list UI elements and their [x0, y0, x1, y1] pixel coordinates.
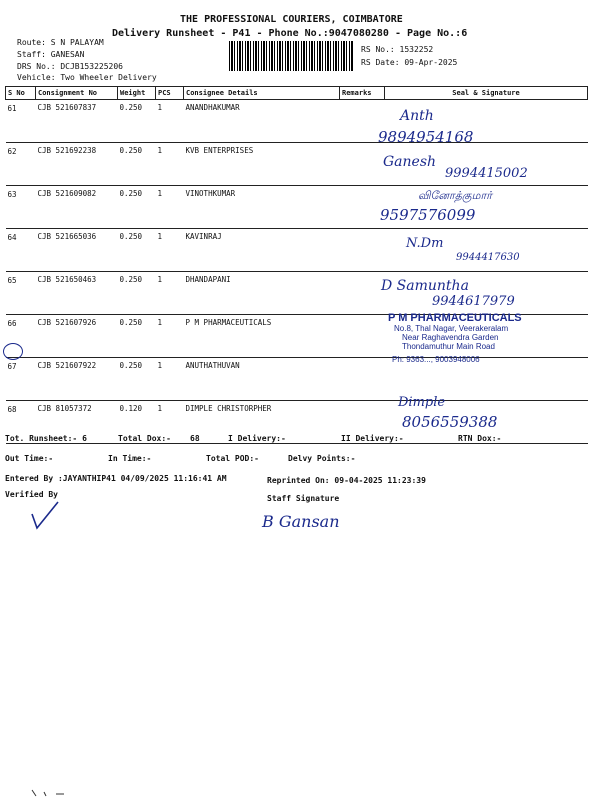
company-stamp	[380, 312, 580, 364]
row-remarks	[340, 358, 385, 401]
total-pod-label: Total POD:-	[206, 454, 259, 463]
stamp-name: P M PHARMACEUTICALS	[388, 312, 522, 324]
rs-number: RS No.: 1532252	[361, 45, 434, 54]
row-consignee: VINOTHKUMAR	[184, 186, 340, 229]
row-consignee: KVB ENTERPRISES	[184, 143, 340, 186]
row-consignee: DHANDAPANI	[184, 272, 340, 315]
rtn-dox-label: RTN Dox:-	[458, 434, 502, 443]
row-sno: 65	[6, 272, 36, 315]
row-pcs: 1	[156, 100, 184, 143]
signature-62-name: Ganesh	[383, 154, 437, 170]
row-remarks	[340, 272, 385, 315]
row-consignment: CJB 521607922	[36, 358, 118, 401]
row-consignment: CJB 521607837	[36, 100, 118, 143]
row-remarks	[340, 186, 385, 229]
table-row	[6, 229, 588, 272]
verified-by-label: Verified By	[5, 490, 58, 499]
col-weight: Weight	[118, 87, 156, 100]
barcode	[229, 41, 353, 71]
tot-runsheet: Tot. Runsheet:- 6	[5, 434, 87, 443]
col-consignee: Consignee Details	[184, 87, 340, 100]
row-weight: 0.250	[118, 315, 156, 358]
company-title: THE PROFESSIONAL COURIERS, COIMBATORE	[180, 14, 403, 25]
row-sno: 62	[6, 143, 36, 186]
table-row	[6, 186, 588, 229]
signature-63-name: வினோத்குமார்	[418, 189, 492, 202]
row-remarks	[340, 143, 385, 186]
signature-62-phone: 9994415002	[445, 166, 528, 181]
route-label: Route: S N PALAYAM	[17, 38, 104, 47]
in-time-label: In Time:-	[108, 454, 152, 463]
drs-label: DRS No.: DCJB153225206	[17, 62, 123, 71]
row-pcs: 1	[156, 358, 184, 401]
row-remarks	[340, 229, 385, 272]
row-consignee: ANUTHATHUVAN	[184, 358, 340, 401]
row-sno: 67	[6, 358, 36, 401]
signature-61-name: Anth	[400, 108, 434, 124]
row-weight: 0.250	[118, 186, 156, 229]
staff-label: Staff: GANESAN	[17, 50, 85, 59]
col-pcs: PCS	[156, 87, 184, 100]
row-consignment: CJB 521665036	[36, 229, 118, 272]
col-signature: Seal & Signature	[385, 87, 588, 100]
row-consignee: KAVINRAJ	[184, 229, 340, 272]
row-weight: 0.250	[118, 272, 156, 315]
stamp-address-3: Thondamuthur Main Road	[402, 342, 495, 351]
row-consignment: CJB 81057372	[36, 401, 118, 444]
row-sno: 61	[6, 100, 36, 143]
rs-date: RS Date: 09-Apr-2025	[361, 58, 458, 67]
row-pcs: 1	[156, 401, 184, 444]
signature-61-phone: 9894954168	[378, 128, 474, 146]
row-67-circle-mark	[3, 343, 23, 360]
table-row	[6, 100, 588, 143]
signature-64-phone: 9944417630	[456, 252, 520, 263]
runsheet-table	[5, 86, 588, 444]
stamp-phone: Ph: 9363..., 9003948006	[392, 355, 480, 364]
row-weight: 0.250	[118, 100, 156, 143]
signature-64-name: N.Dm	[406, 236, 444, 251]
signature-68-phone: 8056559388	[402, 413, 498, 431]
row-weight: 0.120	[118, 401, 156, 444]
row-sno: 66	[6, 315, 36, 358]
i-delivery-label: I Delivery:-	[228, 434, 286, 443]
row-consignee: DIMPLE CHRISTORPHER	[184, 401, 340, 444]
vehicle-label: Vehicle: Two Wheeler Delivery	[17, 73, 157, 82]
staff-signature: B Gansan	[262, 512, 340, 531]
col-sno: S No	[6, 87, 36, 100]
entered-by: Entered By :JAYANTHIP41 04/09/2025 11:16:41 AM	[5, 474, 227, 483]
row-pcs: 1	[156, 229, 184, 272]
signature-68-name: Dimple	[398, 395, 446, 410]
verified-check-mark	[28, 500, 62, 532]
row-consignment: CJB 521609082	[36, 186, 118, 229]
total-dox-value: 68	[190, 434, 200, 443]
row-consignee: ANANDHAKUMAR	[184, 100, 340, 143]
row-consignment: CJB 521692238	[36, 143, 118, 186]
row-consignee: P M PHARMACEUTICALS	[184, 315, 340, 358]
reprinted-on: Reprinted On: 09-04-2025 11:23:39	[267, 476, 426, 485]
row-weight: 0.250	[118, 143, 156, 186]
row-sno: 64	[6, 229, 36, 272]
table-header	[6, 87, 588, 100]
row-pcs: 1	[156, 143, 184, 186]
staff-signature-label: Staff Signature	[267, 494, 340, 503]
runsheet-subtitle: Delivery Runsheet - P41 - Phone No.:9047080280 - Page No.:6	[112, 28, 468, 39]
row-sno: 68	[6, 401, 36, 444]
bottom-ink-marks	[30, 786, 70, 798]
signature-63-phone: 9597576099	[380, 206, 476, 224]
stamp-address-2: Near Raghavendra Garden	[402, 333, 499, 342]
out-time-label: Out Time:-	[5, 454, 54, 463]
row-pcs: 1	[156, 186, 184, 229]
row-consignment: CJB 521650463	[36, 272, 118, 315]
row-weight: 0.250	[118, 358, 156, 401]
row-pcs: 1	[156, 272, 184, 315]
row-sno: 63	[6, 186, 36, 229]
ii-delivery-label: II Delivery:-	[341, 434, 404, 443]
col-consignment: Consignment No	[36, 87, 118, 100]
total-dox-label: Total Dox:-	[118, 434, 171, 443]
row-pcs: 1	[156, 315, 184, 358]
signature-65-phone: 9944617979	[432, 294, 515, 309]
row-weight: 0.250	[118, 229, 156, 272]
row-remarks	[340, 315, 385, 358]
signature-65-name: D Samuntha	[381, 278, 469, 294]
col-remarks: Remarks	[340, 87, 385, 100]
row-consignment: CJB 521607926	[36, 315, 118, 358]
stamp-address-1: No.8, Thal Nagar, Veerakeralam	[394, 324, 509, 333]
delvy-points-label: Delvy Points:-	[288, 454, 356, 463]
